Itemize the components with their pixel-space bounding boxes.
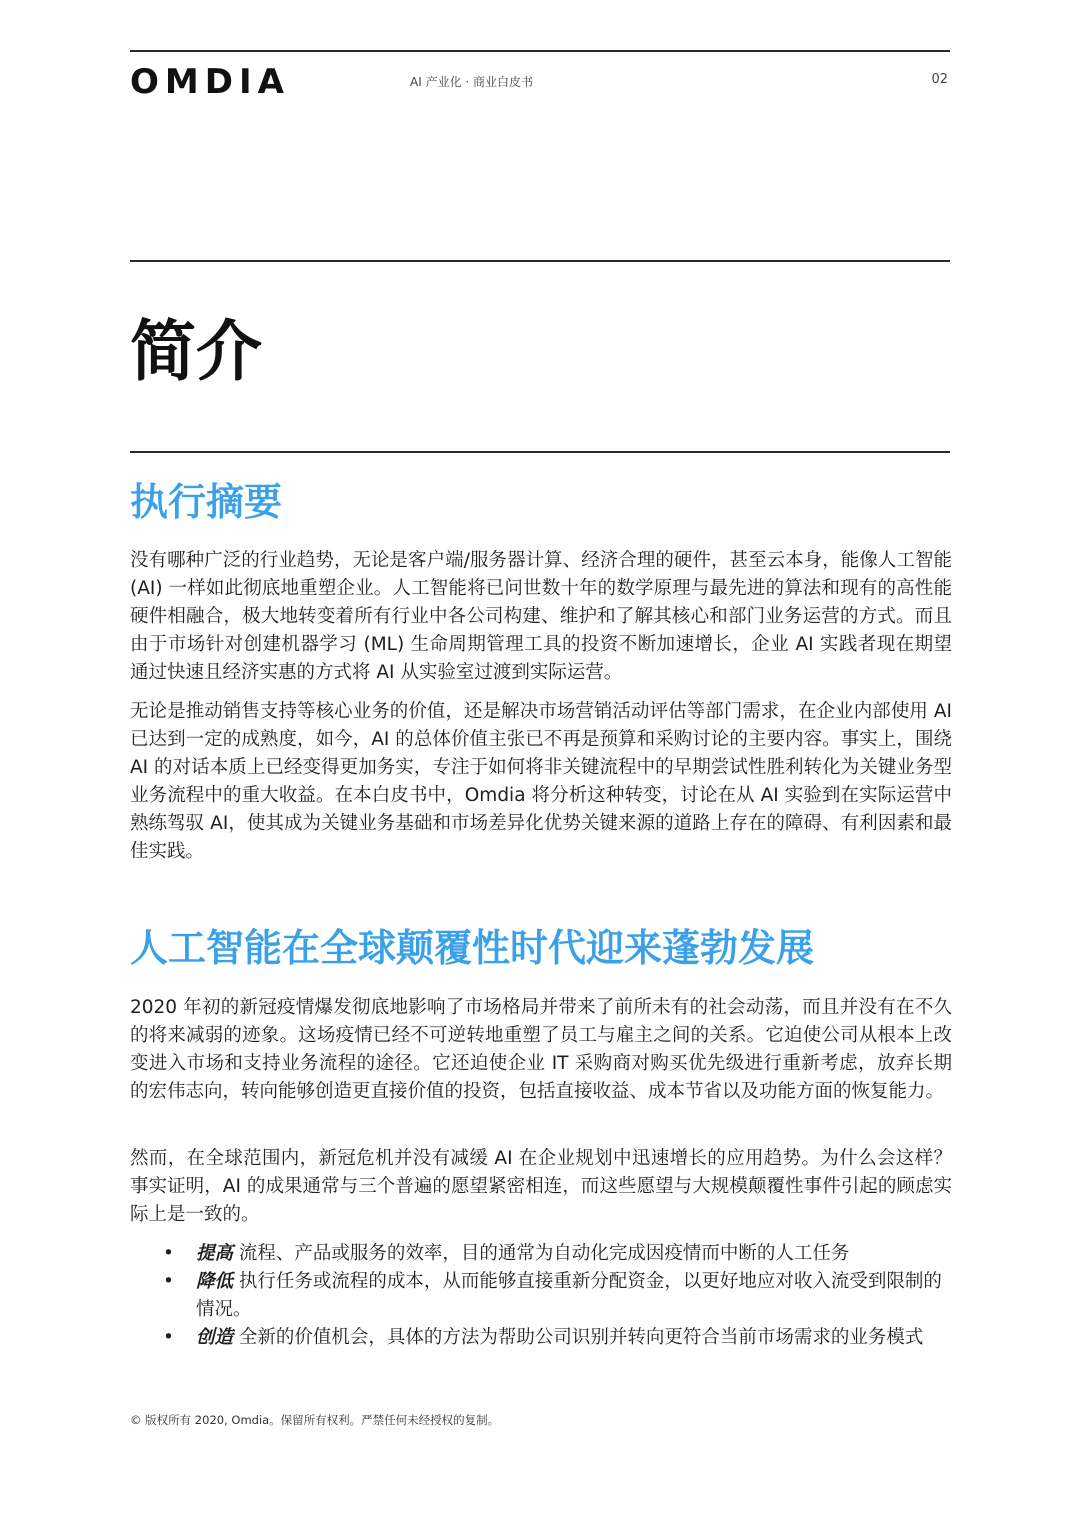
list-item [130,1324,952,1352]
page-title: 简介 [130,313,262,390]
header-rule [130,50,950,52]
copyright-footer: © 版权所有 2020, Omdia。保留所有权利。严禁任何未经授权的复制。 [130,1413,500,1427]
bullet-marker: • [163,1243,174,1264]
bullet-marker: • [163,1271,174,1292]
bullet-keyword: 创造 [196,1327,234,1348]
list-item [130,1268,952,1324]
bullet-list [130,1240,952,1352]
paragraph: 无论是推动销售支持等核心业务的价值，还是解决市场营销活动评估等部门需求，在企业内部使用 AI 已达到一定的成熟度，如今，AI 的总体价值主张已不再是预算和采购讨论的主要内容。事实上，围绕 AI 的对话本质上已经变得更加务实，专注于如何将非关键流程中的早期尝试性胜利转化为关键业务型业务流程中的重大收益。在本白皮书中，Omdia 将分析这种转变，讨论在从 AI 实验到在实际运营中熟练驾驭 AI，使其成为关键业务基础和市场差异化优势关键来源的道路上存在的障碍、有利因素和最佳实践。 [130,701,952,862]
section-heading-ai-boom: 人工智能在全球颠覆性时代迎来蓬勃发展 [130,926,815,970]
title-rule [130,260,950,262]
document-title: AI 产业化 · 商业白皮书 [410,75,534,89]
paragraph: 2020 年初的新冠疫情爆发彻底地影响了市场格局并带来了前所未有的社会动荡，而且并没有在不久的将来减弱的迹象。这场疫情已经不可逆转地重塑了员工与雇主之间的关系。它迫使公司从根本上改变进入市场和支持业务流程的途径。它还迫使企业 IT 采购商对购买优先级进行重新考虑，放弃长期的宏伟志向，转向能够创造更直接价值的投资，包括直接收益、成本节省以及功能方面的恢复能力。 [130,997,952,1102]
bullet-text: 流程、产品或服务的效率，目的通常为自动化完成因疫情而中断的人工任务 [238,1243,850,1264]
omdia-logo: OMDIA [130,62,290,102]
bullet-text: 执行任务或流程的成本，从而能够直接重新分配资金，以更好地应对收入流受到限制的情况。 [196,1271,942,1320]
section-rule [130,451,950,453]
paragraph: 没有哪种广泛的行业趋势，无论是客户端/服务器计算、经济合理的硬件，甚至云本身，能像人工智能 (AI) 一样如此彻底地重塑企业。人工智能将已问世数十年的数学原理与最先进的算法和现有的高性能硬件相融合，极大地转变着所有行业中各公司构建、维护和了解其核心和部门业务运营的方式。而且由于市场针对创建机器学习 (ML) 生命周期管理工具的投资不断加速增长，企业 AI 实践者现在期望通过快速且经济实惠的方式将 AI 从实验室过渡到实际运营。 [130,550,952,683]
bullet-keyword: 降低 [196,1271,234,1292]
section-heading-executive-summary: 执行摘要 [130,480,283,524]
bullet-keyword: 提高 [196,1243,234,1264]
paragraph: 然而，在全球范围内，新冠危机并没有减缓 AI 在企业规划中迅速增长的应用趋势。为什么会这样？事实证明，AI 的成果通常与三个普遍的愿望紧密相连，而这些愿望与大规模颠覆性事件引起的顾虑实际上是一致的。 [130,1148,952,1225]
list-item [130,1240,952,1268]
bullet-marker: • [163,1327,174,1348]
bullet-text: 全新的价值机会，具体的方法为帮助公司识别并转向更符合当前市场需求的业务模式 [238,1327,924,1348]
page-number: 02 [931,72,948,87]
